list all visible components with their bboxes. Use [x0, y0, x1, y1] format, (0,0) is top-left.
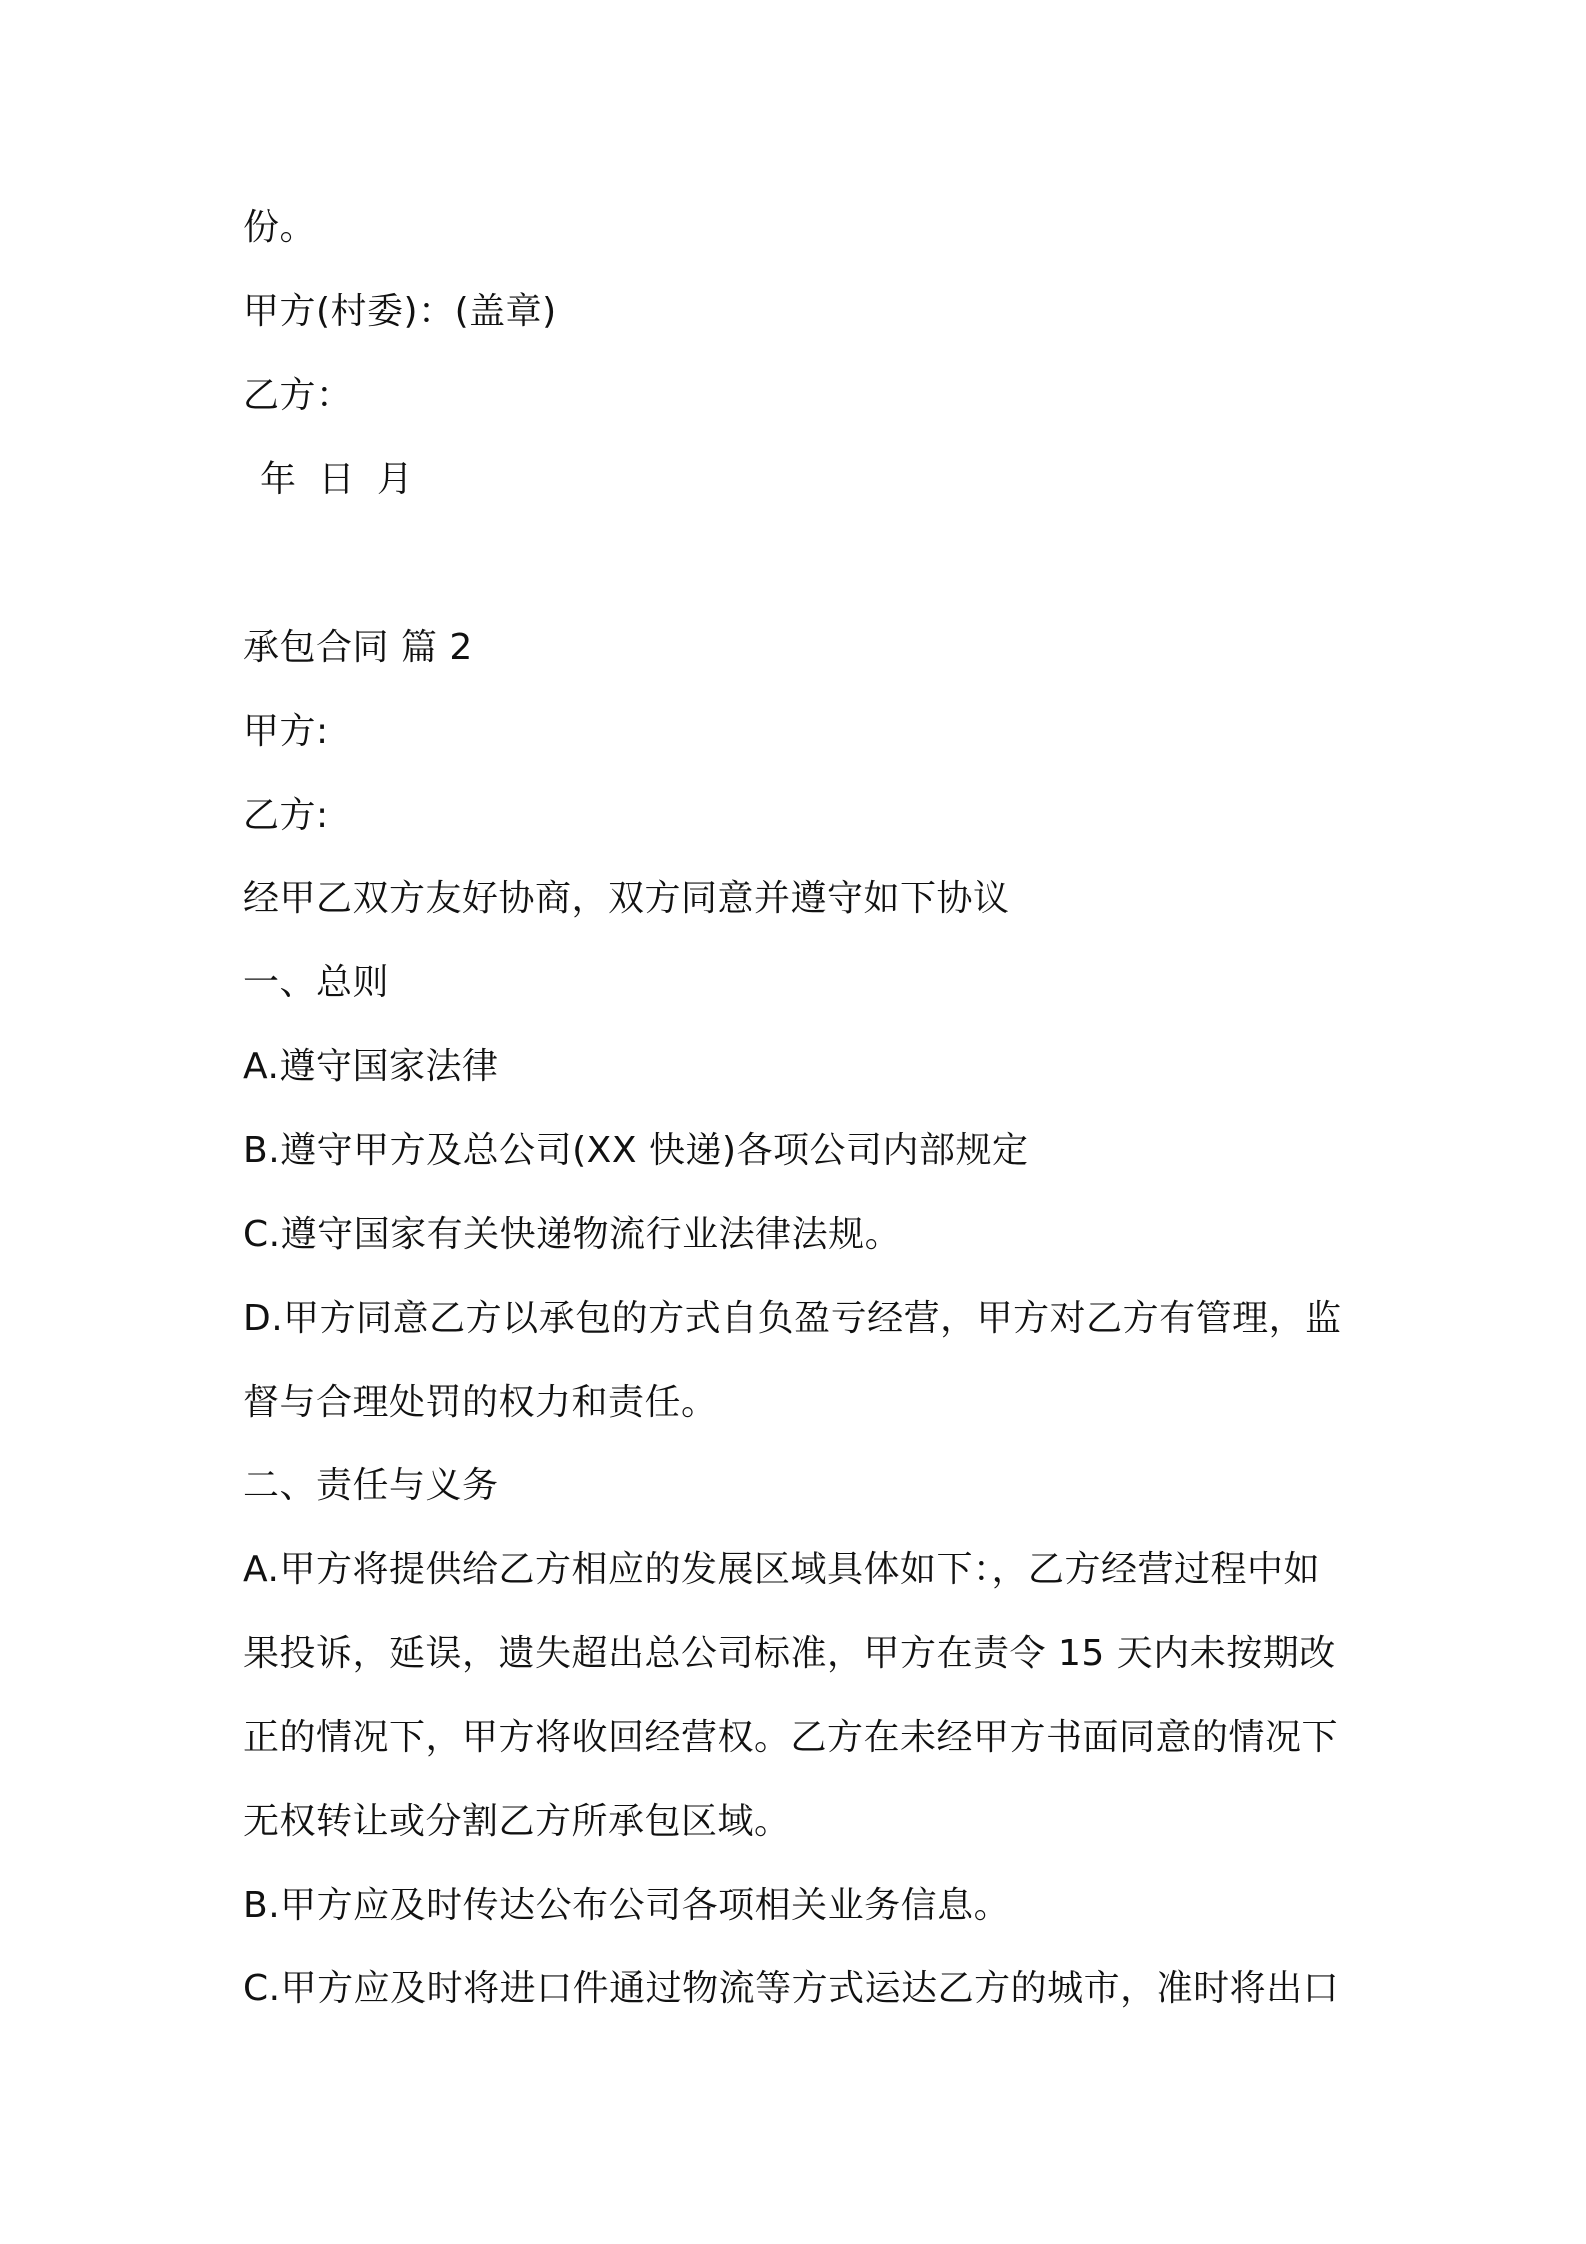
- clause-1a: A.遵守国家法律: [243, 1046, 499, 1087]
- clause-2c: C.甲方应及时将进口件通过物流等方式运达乙方的城市，准时将出口: [243, 1968, 1340, 2009]
- clause-2a-cont-3: 无权转让或分割乙方所承包区域。: [243, 1801, 791, 1842]
- text-line-party-a: 甲方:: [243, 711, 329, 752]
- clause-1b: B.遵守甲方及总公司(XX 快递)各项公司内部规定: [243, 1130, 1029, 1171]
- text-line-date: 年 日 月: [260, 459, 414, 500]
- clause-2a: A.甲方将提供给乙方相应的发展区域具体如下：，乙方经营过程中如: [243, 1549, 1320, 1590]
- clause-1c: C.遵守国家有关快递物流行业法律法规。: [243, 1214, 902, 1255]
- text-line-party-b: 乙方:: [243, 795, 329, 836]
- heading-responsibilities: 二、责任与义务: [243, 1465, 499, 1506]
- text-line-continuation: 份。: [243, 207, 317, 248]
- text-line-party-a-signature: 甲方(村委)：(盖章): [243, 291, 557, 332]
- clause-2a-cont-1: 果投诉，延误，遗失超出总公司标准，甲方在责令 15 天内未按期改: [243, 1633, 1336, 1674]
- clause-1d-cont: 督与合理处罚的权力和责任。: [243, 1382, 718, 1423]
- clause-2a-cont-2: 正的情况下，甲方将收回经营权。乙方在未经甲方书面同意的情况下: [243, 1717, 1339, 1758]
- text-line-preamble: 经甲乙双方友好协商，双方同意并遵守如下协议: [243, 878, 1010, 919]
- text-line-party-b-signature: 乙方：: [243, 375, 353, 416]
- clause-1d: D.甲方同意乙方以承包的方式自负盈亏经营，甲方对乙方有管理，监: [243, 1298, 1342, 1339]
- clause-2b: B.甲方应及时传达公布公司各项相关业务信息。: [243, 1885, 1011, 1926]
- section-title: 承包合同 篇 2: [243, 627, 473, 668]
- heading-general-principles: 一、总则: [243, 962, 390, 1003]
